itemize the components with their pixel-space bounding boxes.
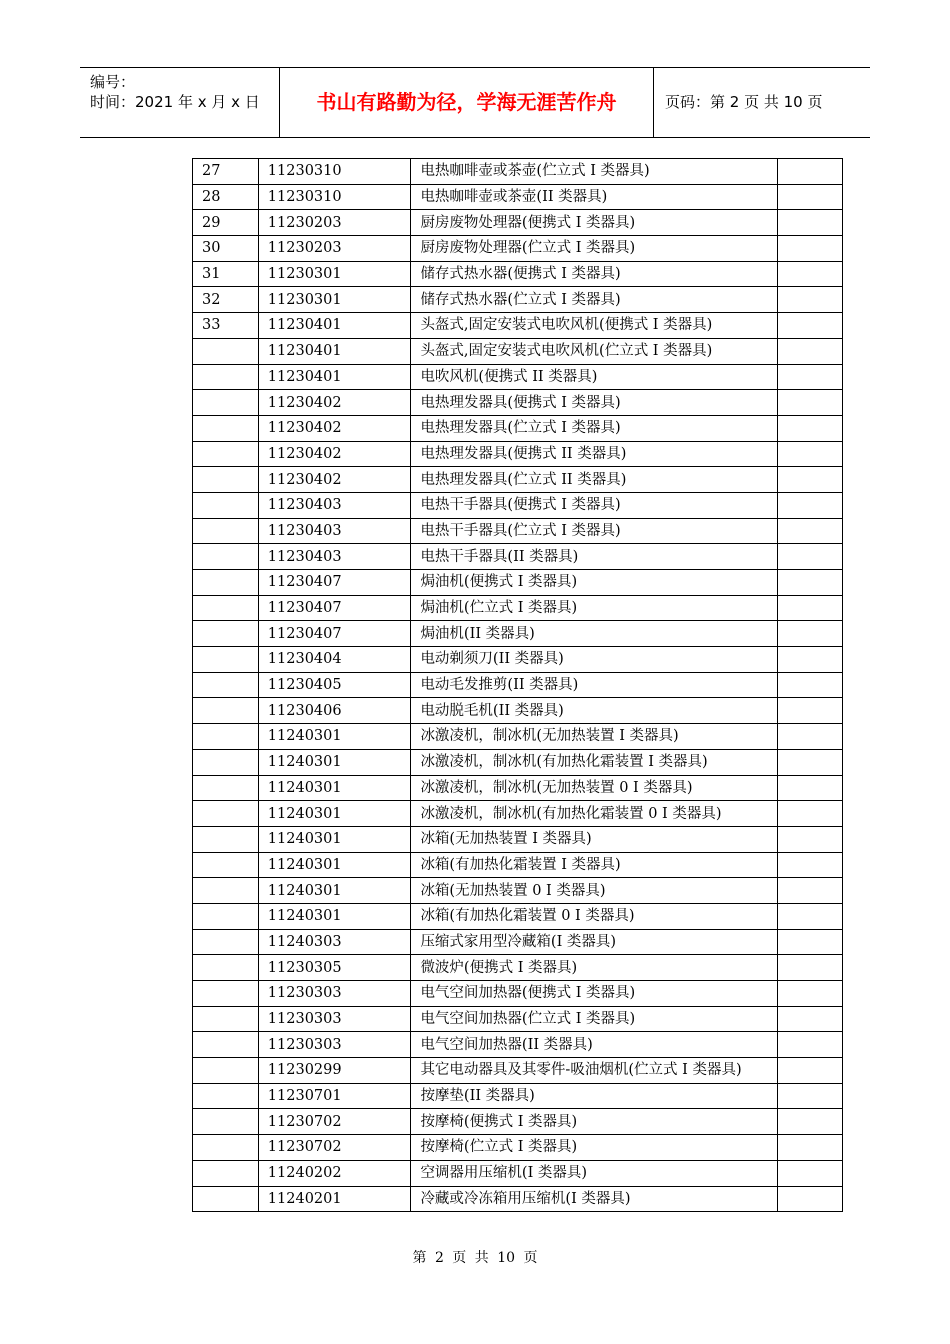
row-number xyxy=(193,570,259,596)
row-number xyxy=(193,647,259,673)
row-number xyxy=(193,338,259,364)
product-name: 厨房废物处理器(便携式 I 类器具) xyxy=(411,210,778,236)
product-name: 电气空间加热器(伫立式 I 类器具) xyxy=(411,1006,778,1032)
row-number xyxy=(193,364,259,390)
product-name: 冰激凌机，制冰机(有加热化霜装置 I 类器具) xyxy=(411,749,778,775)
notes-cell xyxy=(778,801,843,827)
product-code: 11230407 xyxy=(258,570,411,596)
row-number xyxy=(193,1006,259,1032)
product-name: 冰激凌机，制冰机(有加热化霜装置 0 I 类器具) xyxy=(411,801,778,827)
notes-cell xyxy=(778,595,843,621)
table-row xyxy=(193,210,843,236)
notes-cell xyxy=(778,210,843,236)
table-row xyxy=(193,981,843,1007)
product-name: 冰激凌机，制冰机(无加热装置 I 类器具) xyxy=(411,724,778,750)
product-code: 11230702 xyxy=(258,1135,411,1161)
table-row xyxy=(193,415,843,441)
product-code: 11230305 xyxy=(258,955,411,981)
product-code: 11240202 xyxy=(258,1160,411,1186)
row-number xyxy=(193,749,259,775)
product-code: 11240301 xyxy=(258,749,411,775)
product-name: 电热咖啡壶或茶壶(II 类器具) xyxy=(411,184,778,210)
product-code: 11240301 xyxy=(258,878,411,904)
table-row xyxy=(193,287,843,313)
product-name: 冰箱(无加热装置 I 类器具) xyxy=(411,826,778,852)
row-number xyxy=(193,672,259,698)
notes-cell xyxy=(778,852,843,878)
table-row xyxy=(193,724,843,750)
notes-cell xyxy=(778,184,843,210)
header-meta xyxy=(80,68,280,137)
table-row xyxy=(193,1083,843,1109)
row-number xyxy=(193,698,259,724)
product-code: 11230402 xyxy=(258,467,411,493)
notes-cell xyxy=(778,544,843,570)
product-code: 11240301 xyxy=(258,724,411,750)
table-row xyxy=(193,801,843,827)
product-name: 电热干手器具(伫立式 I 类器具) xyxy=(411,518,778,544)
notes-cell xyxy=(778,749,843,775)
product-code: 11230401 xyxy=(258,338,411,364)
table-row xyxy=(193,338,843,364)
row-number xyxy=(193,852,259,878)
notes-cell xyxy=(778,1109,843,1135)
product-code: 11230402 xyxy=(258,415,411,441)
serial-label: 编号： xyxy=(90,73,136,91)
table-row xyxy=(193,236,843,262)
product-code: 11230303 xyxy=(258,1006,411,1032)
table-row xyxy=(193,1109,843,1135)
product-code: 11230303 xyxy=(258,981,411,1007)
row-number xyxy=(193,981,259,1007)
product-name: 冰箱(无加热装置 0 I 类器具) xyxy=(411,878,778,904)
table-row xyxy=(193,261,843,287)
notes-cell xyxy=(778,261,843,287)
notes-cell xyxy=(778,955,843,981)
row-number xyxy=(193,441,259,467)
row-number xyxy=(193,826,259,852)
notes-cell xyxy=(778,313,843,339)
product-code: 11240303 xyxy=(258,929,411,955)
row-number xyxy=(193,929,259,955)
product-name: 电热理发器具(伫立式 I 类器具) xyxy=(411,415,778,441)
product-name: 电动剃须刀(II 类器具) xyxy=(411,647,778,673)
table-row xyxy=(193,518,843,544)
notes-cell xyxy=(778,236,843,262)
product-name: 其它电动器具及其零件-吸油烟机(伫立式 I 类器具) xyxy=(411,1058,778,1084)
row-number xyxy=(193,775,259,801)
notes-cell xyxy=(778,1006,843,1032)
product-code: 11230401 xyxy=(258,313,411,339)
product-code: 11240301 xyxy=(258,852,411,878)
product-code: 11230203 xyxy=(258,210,411,236)
table-row xyxy=(193,544,843,570)
notes-cell xyxy=(778,672,843,698)
table-row xyxy=(193,878,843,904)
header-motto: 书山有路勤为径，学海无涯苦作舟 xyxy=(280,68,654,137)
table-row xyxy=(193,390,843,416)
table-row xyxy=(193,647,843,673)
product-name: 头盔式,固定安装式电吹风机(便携式 I 类器具) xyxy=(411,313,778,339)
row-number xyxy=(193,621,259,647)
notes-cell xyxy=(778,364,843,390)
product-code: 11230405 xyxy=(258,672,411,698)
row-number: 29 xyxy=(193,210,259,236)
notes-cell xyxy=(778,1160,843,1186)
notes-cell xyxy=(778,1058,843,1084)
product-name: 微波炉(便携式 I 类器具) xyxy=(411,955,778,981)
row-number: 30 xyxy=(193,236,259,262)
notes-cell xyxy=(778,647,843,673)
product-name: 电热理发器具(便携式 II 类器具) xyxy=(411,441,778,467)
table-row xyxy=(193,595,843,621)
product-name: 焗油机(便携式 I 类器具) xyxy=(411,570,778,596)
product-name: 电热理发器具(伫立式 II 类器具) xyxy=(411,467,778,493)
row-number: 32 xyxy=(193,287,259,313)
product-name: 按摩椅(伫立式 I 类器具) xyxy=(411,1135,778,1161)
product-code: 11240201 xyxy=(258,1186,411,1212)
product-name: 压缩式家用型冷藏箱(I 类器具) xyxy=(411,929,778,955)
product-name: 储存式热水器(伫立式 I 类器具) xyxy=(411,287,778,313)
table-row xyxy=(193,1160,843,1186)
notes-cell xyxy=(778,903,843,929)
product-name: 按摩椅(便携式 I 类器具) xyxy=(411,1109,778,1135)
table-row xyxy=(193,492,843,518)
row-number xyxy=(193,903,259,929)
row-number xyxy=(193,724,259,750)
table-row xyxy=(193,775,843,801)
date-text: 时间：2021 年 x 月 x 日 xyxy=(90,93,260,111)
product-table-body xyxy=(193,159,843,1212)
row-number xyxy=(193,1186,259,1212)
product-name: 电热咖啡壶或茶壶(伫立式 I 类器具) xyxy=(411,159,778,185)
table-row xyxy=(193,313,843,339)
row-number xyxy=(193,801,259,827)
notes-cell xyxy=(778,415,843,441)
product-name: 电动毛发推剪(II 类器具) xyxy=(411,672,778,698)
product-name: 电热干手器具(便携式 I 类器具) xyxy=(411,492,778,518)
product-name: 厨房废物处理器(伫立式 I 类器具) xyxy=(411,236,778,262)
product-code: 11230702 xyxy=(258,1109,411,1135)
product-code: 11230301 xyxy=(258,287,411,313)
row-number xyxy=(193,878,259,904)
table-row xyxy=(193,749,843,775)
row-number: 28 xyxy=(193,184,259,210)
product-code: 11230403 xyxy=(258,518,411,544)
row-number xyxy=(193,1135,259,1161)
product-name: 储存式热水器(便携式 I 类器具) xyxy=(411,261,778,287)
table-row xyxy=(193,621,843,647)
notes-cell xyxy=(778,1083,843,1109)
notes-cell xyxy=(778,441,843,467)
notes-cell xyxy=(778,492,843,518)
notes-cell xyxy=(778,698,843,724)
product-name: 冰箱(有加热化霜装置 0 I 类器具) xyxy=(411,903,778,929)
table-row xyxy=(193,570,843,596)
page-header xyxy=(80,67,870,138)
row-number xyxy=(193,1109,259,1135)
product-code: 11230303 xyxy=(258,1032,411,1058)
notes-cell xyxy=(778,1135,843,1161)
table-row xyxy=(193,955,843,981)
table-row xyxy=(193,467,843,493)
row-number xyxy=(193,415,259,441)
row-number xyxy=(193,595,259,621)
product-code: 11230403 xyxy=(258,492,411,518)
product-code: 11230701 xyxy=(258,1083,411,1109)
notes-cell xyxy=(778,287,843,313)
row-number xyxy=(193,518,259,544)
product-name: 焗油机(伫立式 I 类器具) xyxy=(411,595,778,621)
product-name: 冷藏或冷冻箱用压缩机(I 类器具) xyxy=(411,1186,778,1212)
product-code: 11230310 xyxy=(258,159,411,185)
table-row xyxy=(193,364,843,390)
table-row xyxy=(193,1135,843,1161)
product-name: 焗油机(II 类器具) xyxy=(411,621,778,647)
table-row xyxy=(193,903,843,929)
product-code: 11240301 xyxy=(258,775,411,801)
notes-cell xyxy=(778,159,843,185)
table-row xyxy=(193,159,843,185)
product-name: 按摩垫(II 类器具) xyxy=(411,1083,778,1109)
product-name: 电热干手器具(II 类器具) xyxy=(411,544,778,570)
table-row xyxy=(193,826,843,852)
notes-cell xyxy=(778,929,843,955)
product-code: 11230203 xyxy=(258,236,411,262)
notes-cell xyxy=(778,878,843,904)
product-name: 电气空间加热器(便携式 I 类器具) xyxy=(411,981,778,1007)
product-name: 空调器用压缩机(I 类器具) xyxy=(411,1160,778,1186)
table-row xyxy=(193,929,843,955)
row-number xyxy=(193,1032,259,1058)
product-code: 11240301 xyxy=(258,801,411,827)
product-code: 11230402 xyxy=(258,441,411,467)
product-code: 11230403 xyxy=(258,544,411,570)
row-number xyxy=(193,1058,259,1084)
product-name: 头盔式,固定安装式电吹风机(伫立式 I 类器具) xyxy=(411,338,778,364)
table-row xyxy=(193,672,843,698)
table-row xyxy=(193,1186,843,1212)
row-number xyxy=(193,544,259,570)
notes-cell xyxy=(778,1032,843,1058)
notes-cell xyxy=(778,467,843,493)
product-code: 11240301 xyxy=(258,826,411,852)
row-number xyxy=(193,1083,259,1109)
notes-cell xyxy=(778,1186,843,1212)
table-row xyxy=(193,1006,843,1032)
product-code: 11240301 xyxy=(258,903,411,929)
notes-cell xyxy=(778,390,843,416)
row-number xyxy=(193,390,259,416)
product-name: 电气空间加热器(II 类器具) xyxy=(411,1032,778,1058)
notes-cell xyxy=(778,724,843,750)
row-number xyxy=(193,492,259,518)
page-footer: 第 2 页 共 10 页 xyxy=(412,1250,538,1266)
notes-cell xyxy=(778,981,843,1007)
product-code: 11230404 xyxy=(258,647,411,673)
table-row xyxy=(193,1032,843,1058)
product-code: 11230402 xyxy=(258,390,411,416)
table-row xyxy=(193,698,843,724)
notes-cell xyxy=(778,338,843,364)
notes-cell xyxy=(778,826,843,852)
product-code: 11230401 xyxy=(258,364,411,390)
row-number: 27 xyxy=(193,159,259,185)
notes-cell xyxy=(778,621,843,647)
table-row xyxy=(193,441,843,467)
product-name: 电吹风机(便携式 II 类器具) xyxy=(411,364,778,390)
row-number: 33 xyxy=(193,313,259,339)
table-row xyxy=(193,1058,843,1084)
product-name: 电热理发器具(便携式 I 类器具) xyxy=(411,390,778,416)
row-number xyxy=(193,1160,259,1186)
notes-cell xyxy=(778,570,843,596)
product-name: 冰箱(有加热化霜装置 I 类器具) xyxy=(411,852,778,878)
row-number: 31 xyxy=(193,261,259,287)
product-code: 11230299 xyxy=(258,1058,411,1084)
table-row xyxy=(193,184,843,210)
product-table xyxy=(192,158,843,1212)
header-page-number: 页码：第 2 页 共 10 页 xyxy=(665,93,823,111)
product-code: 11230301 xyxy=(258,261,411,287)
product-code: 11230406 xyxy=(258,698,411,724)
product-code: 11230407 xyxy=(258,621,411,647)
row-number xyxy=(193,467,259,493)
product-name: 冰激凌机，制冰机(无加热装置 0 I 类器具) xyxy=(411,775,778,801)
row-number xyxy=(193,955,259,981)
product-code: 11230310 xyxy=(258,184,411,210)
notes-cell xyxy=(778,518,843,544)
notes-cell xyxy=(778,775,843,801)
table-row xyxy=(193,852,843,878)
product-code: 11230407 xyxy=(258,595,411,621)
product-name: 电动脱毛机(II 类器具) xyxy=(411,698,778,724)
